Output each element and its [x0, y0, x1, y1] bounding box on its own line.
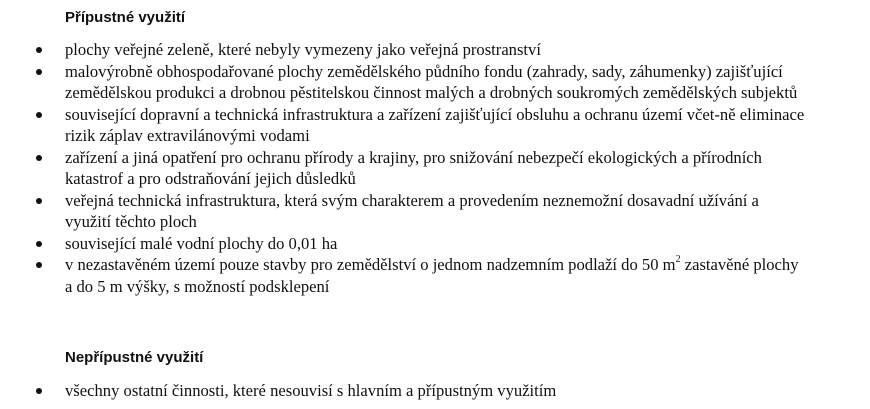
bullet-icon [36, 198, 42, 204]
list-item [0, 254, 805, 297]
list-item [0, 380, 805, 402]
list-item [0, 190, 805, 233]
list-item-text: v nezastavěném území pouze stavby pro zemědělství o jednom nadzemním podlaží do 50 m [65, 255, 676, 274]
forbidden-use-list [0, 380, 805, 402]
bullet-icon [36, 155, 42, 161]
bullet-icon [36, 241, 42, 247]
list-item [0, 61, 805, 104]
bullet-icon [36, 47, 42, 53]
list-item [0, 39, 805, 61]
heading-forbidden-use: Nepřípustné využití [65, 349, 204, 366]
list-item [0, 233, 805, 255]
heading-permitted-use: Přípustné využití [65, 9, 186, 26]
list-item-text: veřejná technická infrastruktura, která svým charakterem a provedením neznemožní dosavadní užívání a využití těchto ploch [65, 190, 759, 231]
list-item-text: zařízení a jiná opatření pro ochranu přírody a krajiny, pro snižování nebezpečí ekologických a přírodních katastrof a pro odstraňování jejich důsledků [65, 147, 762, 188]
bullet-icon [36, 262, 42, 268]
list-item [0, 147, 805, 190]
bullet-icon [36, 388, 42, 394]
list-item [0, 104, 805, 147]
bullet-icon [36, 69, 42, 75]
permitted-use-list [0, 39, 805, 297]
superscript: 2 [675, 254, 681, 265]
list-item-text: související malé vodní plochy do 0,01 ha [65, 233, 338, 253]
list-item-text: plochy veřejné zeleně, které nebyly vymezeny jako veřejná prostranství [65, 40, 541, 59]
list-item-text-continued: zastavěné plochy a do 5 m výšky, s možností podsklepení [65, 255, 799, 296]
list-item-text: malovýrobně obhospodařované plochy zemědělského půdního fondu (zahrady, sady, záhumenky) zajišťující zemědělskou produkci a drobnou pěstitelskou činnost malých a drobných soukromých zemědělských subjektů [65, 61, 798, 102]
bullet-icon [36, 112, 42, 118]
list-item-text: související dopravní a technická infrastruktura a zařízení zajišťující obsluhu a ochranu území včet-ně eliminace rizik záplav extravilánovými vodami [65, 104, 805, 145]
list-item-text: všechny ostatní činnosti, které nesouvisí s hlavním a přípustným využitím [65, 381, 557, 400]
